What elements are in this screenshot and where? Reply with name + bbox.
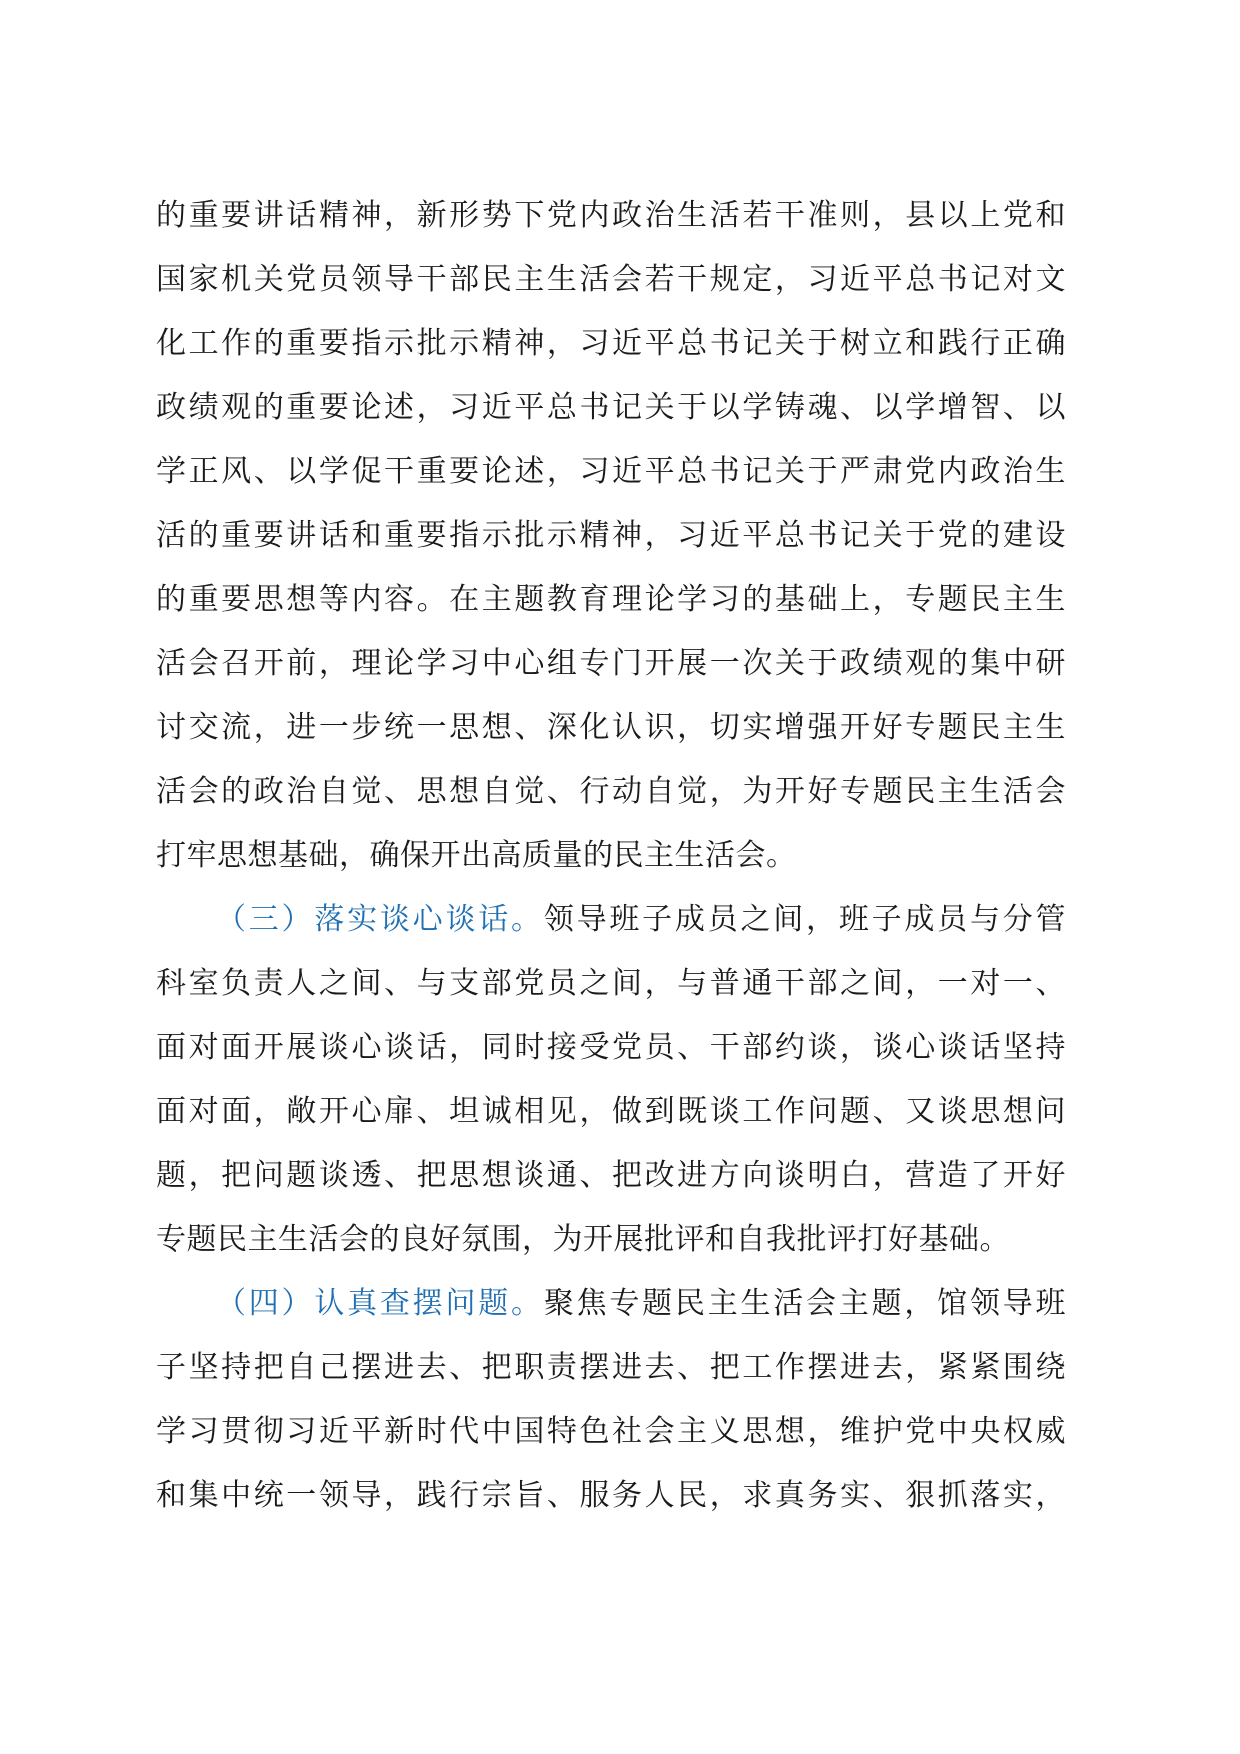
paragraph-line: 活的重要讲话和重要指示批示精神，习近平总书记关于党的建设 xyxy=(156,518,1066,553)
paragraph-line: 学正风、以学促干重要论述，习近平总书记关于严肃党内政治生 xyxy=(156,454,1066,489)
section-3-paragraph xyxy=(156,888,1066,1272)
section-4-paragraph xyxy=(156,1272,1066,1528)
section-3-first-line-text: 领导班子成员之间，班子成员与分管 xyxy=(543,902,1067,937)
section-3-heading: （三）落实谈心谈话。 xyxy=(216,902,544,937)
paragraph-line: 题，把问题谈透、把思想谈通、把改进方向谈明白，营造了开好 xyxy=(156,1158,1066,1193)
paragraph-line: 科室负责人之间、与支部党员之间，与普通干部之间，一对一、 xyxy=(156,966,1066,1001)
continuation-paragraph xyxy=(156,184,1066,888)
paragraph-line: 国家机关党员领导干部民主生活会若干规定，习近平总书记对文 xyxy=(156,262,1066,297)
paragraph-line: 子坚持把自己摆进去、把职责摆进去、把工作摆进去，紧紧围绕 xyxy=(156,1350,1066,1385)
paragraph-line: 政绩观的重要论述，习近平总书记关于以学铸魂、以学增智、以 xyxy=(156,390,1066,425)
paragraph-line: 面对面开展谈心谈话，同时接受党员、干部约谈，谈心谈话坚持 xyxy=(156,1030,1066,1065)
paragraph-line: 的重要思想等内容。在主题教育理论学习的基础上，专题民主生 xyxy=(156,582,1066,617)
section-3-first-line xyxy=(156,888,1066,952)
paragraph-line: 化工作的重要指示批示精神，习近平总书记关于树立和践行正确 xyxy=(156,326,1066,361)
paragraph-line: 专题民主生活会的良好氛围，为开展批评和自我批评打好基础。 xyxy=(156,1222,1010,1257)
section-4-first-line-text: 聚焦专题民主生活会主题，馆领导班 xyxy=(543,1286,1067,1321)
section-4-first-line xyxy=(156,1272,1066,1336)
paragraph-line: 打牢思想基础，确保开出高质量的民主生活会。 xyxy=(156,838,797,873)
document-body xyxy=(156,184,1066,1528)
paragraph-line: 活会召开前，理论学习中心组专门开展一次关于政绩观的集中研 xyxy=(156,646,1066,681)
paragraph-line: 面对面，敞开心扉、坦诚相见，做到既谈工作问题、又谈思想问 xyxy=(156,1094,1066,1129)
paragraph-line: 讨交流，进一步统一思想、深化认识，切实增强开好专题民主生 xyxy=(156,710,1066,745)
paragraph-line: 活会的政治自觉、思想自觉、行动自觉，为开好专题民主生活会 xyxy=(156,774,1066,809)
paragraph-line: 和集中统一领导，践行宗旨、服务人民，求真务实、狠抓落实， xyxy=(156,1478,1066,1513)
paragraph-line: 学习贯彻习近平新时代中国特色社会主义思想，维护党中央权威 xyxy=(156,1414,1066,1449)
section-4-heading: （四）认真查摆问题。 xyxy=(216,1286,544,1321)
paragraph-line: 的重要讲话精神，新形势下党内政治生活若干准则，县以上党和 xyxy=(156,198,1066,233)
